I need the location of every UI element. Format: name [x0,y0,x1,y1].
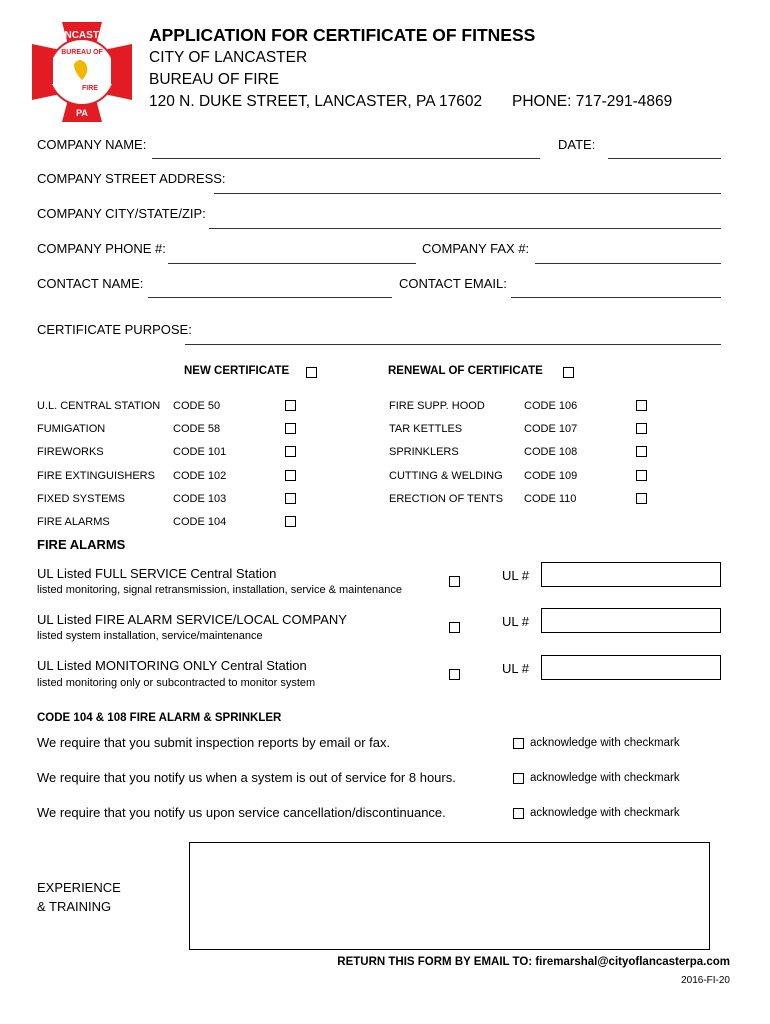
ul-number-input[interactable] [541,655,721,680]
company-phone-label: COMPANY PHONE #: [37,241,166,256]
code-row-code: CODE 103 [173,493,227,505]
form-title: APPLICATION FOR CERTIFICATE OF FITNESS [149,25,536,45]
code-row-code: CODE 58 [173,423,221,435]
code-104-108-heading: CODE 104 & 108 FIRE ALARM & SPRINKLER [37,712,282,724]
code-row-code: CODE 107 [524,423,578,435]
code-row-name: FIRE SUPP. HOOD [389,400,485,412]
renewal-certificate-label: RENEWAL OF CERTIFICATE [388,365,543,377]
code-108-checkbox[interactable] [636,446,647,457]
bureau-phone: PHONE: 717-291-4869 [512,93,673,110]
axe-emblem [111,58,114,84]
fire-alarm-option-title: UL Listed FULL SERVICE Central Station [37,566,277,581]
experience-training-textarea[interactable] [189,842,710,950]
bureau-of-fire-logo [30,20,134,124]
code-row-name: CUTTING & WELDING [389,470,503,482]
company-name-line[interactable] [152,158,540,159]
company-phone-line[interactable] [168,263,416,264]
street-address-line[interactable] [214,193,721,194]
acknowledge-checkbox[interactable] [513,808,524,819]
code-row-name: FIXED SYSTEMS [37,493,126,505]
acknowledge-label: acknowledge with checkmark [530,737,680,749]
requirement-text: We require that you notify us upon service cancellation/discontinuance. [37,805,446,820]
city-name: CITY OF LANCASTER [149,49,308,66]
return-email-text: RETURN THIS FORM BY EMAIL TO: firemarshal@cityoflancasterpa.com [337,956,730,968]
code-110-checkbox[interactable] [636,493,647,504]
contact-name-label: CONTACT NAME: [37,276,144,291]
date-line[interactable] [608,158,721,159]
form-id: 2016-FI-20 [681,975,730,986]
company-name-label: COMPANY NAME: [37,137,147,152]
contact-name-line[interactable] [148,297,392,298]
fire-alarm-option-desc: listed monitoring, signal retransmission, installation, service & maintenance [37,584,403,596]
fire-alarm-option-desc: listed system installation, service/maintenance [37,630,263,642]
acknowledge-label: acknowledge with checkmark [530,772,680,784]
code-row-code: CODE 109 [524,470,578,482]
logo-bottom-text: PA [76,108,88,118]
bureau-name: BUREAU OF FIRE [149,71,280,88]
street-address-label: COMPANY STREET ADDRESS: [37,171,226,186]
code-row-code: CODE 106 [524,400,578,412]
bureau-address: 120 N. DUKE STREET, LANCASTER, PA 17602 [149,93,483,110]
ul-number-label: UL # [502,661,529,676]
renewal-certificate-checkbox[interactable] [563,367,574,378]
acknowledge-label: acknowledge with checkmark [530,807,680,819]
company-fax-line[interactable] [535,263,721,264]
city-state-zip-label: COMPANY CITY/STATE/ZIP: [37,206,206,221]
city-state-zip-line[interactable] [209,228,721,229]
code-50-checkbox[interactable] [285,400,296,411]
code-row-name: FUMIGATION [37,423,106,435]
fire-alarm-option-title: UL Listed FIRE ALARM SERVICE/LOCAL COMPANY [37,612,347,627]
new-certificate-checkbox[interactable] [306,367,317,378]
code-row-code: CODE 108 [524,446,578,458]
code-row-code: CODE 102 [173,470,227,482]
new-certificate-label: NEW CERTIFICATE [184,365,290,377]
ul-number-input[interactable] [541,562,721,587]
fire-alarm-option-desc: listed monitoring only or subcontracted to monitor system [37,677,316,689]
code-103-checkbox[interactable] [285,493,296,504]
hydrant-emblem [45,58,53,84]
acknowledge-checkbox[interactable] [513,773,524,784]
code-109-checkbox[interactable] [636,470,647,481]
ul-number-label: UL # [502,614,529,629]
code-row-code: CODE 101 [173,446,227,458]
monitoring-only-checkbox[interactable] [449,669,460,680]
code-row-code: CODE 110 [524,493,577,505]
code-104-checkbox[interactable] [285,516,296,527]
company-fax-label: COMPANY FAX #: [422,241,530,256]
code-row-code: CODE 104 [173,516,227,528]
requirement-text: We require that you submit inspection reports by email or fax. [37,735,391,750]
logo-center-text-2: FIRE [82,85,98,92]
code-102-checkbox[interactable] [285,470,296,481]
local-company-checkbox[interactable] [449,622,460,633]
code-row-code: CODE 50 [173,400,221,412]
logo-center-text-1: BUREAU OF [61,49,103,56]
experience-label-line1: EXPERIENCE [37,880,121,895]
certificate-purpose-label: CERTIFICATE PURPOSE: [37,322,192,337]
ul-number-label: UL # [502,568,529,583]
code-107-checkbox[interactable] [636,423,647,434]
code-106-checkbox[interactable] [636,400,647,411]
code-58-checkbox[interactable] [285,423,296,434]
contact-email-label: CONTACT EMAIL: [399,276,507,291]
certificate-purpose-line[interactable] [185,344,721,345]
requirement-text: We require that you notify us when a system is out of service for 8 hours. [37,770,456,785]
code-row-name: FIRE ALARMS [37,516,110,528]
date-label: DATE: [558,137,596,152]
acknowledge-checkbox[interactable] [513,738,524,749]
code-row-name: U.L. CENTRAL STATION [37,400,161,412]
logo-top-text: LANCASTER [51,30,113,41]
code-row-name: FIREWORKS [37,446,104,458]
code-row-name: TAR KETTLES [389,423,463,435]
full-service-checkbox[interactable] [449,576,460,587]
code-row-name: ERECTION OF TENTS [389,493,504,505]
ul-number-input[interactable] [541,608,721,633]
fire-alarms-heading: FIRE ALARMS [37,537,126,552]
code-row-name: SPRINKLERS [389,446,459,458]
contact-email-line[interactable] [511,297,721,298]
code-row-name: FIRE EXTINGUISHERS [37,470,155,482]
code-101-checkbox[interactable] [285,446,296,457]
fire-alarm-option-title: UL Listed MONITORING ONLY Central Station [37,658,307,673]
experience-label-line2: & TRAINING [37,899,112,914]
